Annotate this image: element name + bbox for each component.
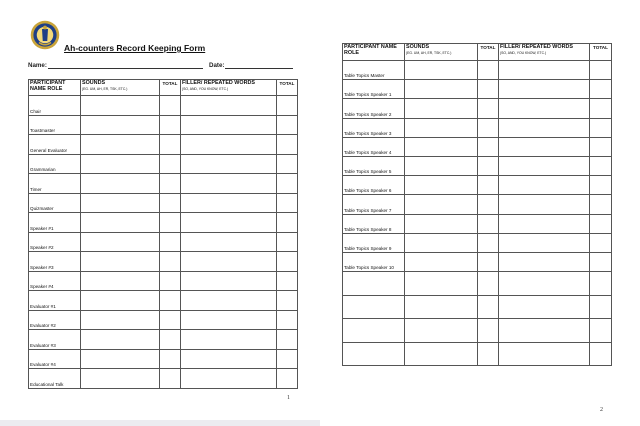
sounds-cell[interactable] [81, 310, 160, 330]
table-row [343, 295, 612, 319]
date-field [209, 62, 293, 69]
sounds-total-cell[interactable] [160, 369, 181, 389]
sounds-total-cell[interactable] [160, 310, 181, 330]
role-cell: Table Topics Speaker 8 [343, 214, 405, 233]
filler-cell[interactable] [499, 252, 590, 271]
role-cell: Table Topics Speaker 7 [343, 195, 405, 214]
sounds-total-cell[interactable] [160, 232, 181, 252]
sounds-cell[interactable] [405, 99, 478, 118]
sounds-cell[interactable] [81, 193, 160, 213]
filler-cell[interactable] [181, 213, 277, 233]
role-cell [343, 342, 405, 366]
table-row [343, 233, 612, 252]
sounds-cell[interactable] [81, 135, 160, 155]
table-row [29, 193, 298, 213]
filler-cell[interactable] [499, 295, 590, 319]
sounds-cell[interactable] [405, 214, 478, 233]
filler-cell[interactable] [181, 232, 277, 252]
sounds-total-cell[interactable] [478, 195, 499, 214]
header-sounds: SOUNDS (EG. UM, AH, ER, TSK, ETC.) [405, 44, 478, 61]
filler-total-cell[interactable] [277, 96, 298, 116]
sounds-cell[interactable] [405, 252, 478, 271]
filler-cell[interactable] [181, 369, 277, 389]
table-row [343, 118, 612, 137]
filler-cell[interactable] [181, 96, 277, 116]
filler-total-cell[interactable] [277, 213, 298, 233]
table-row [343, 272, 612, 296]
role-cell [343, 272, 405, 296]
role-cell: Table Topics Speaker 2 [343, 99, 405, 118]
role-cell: Toastmaster [29, 115, 81, 135]
filler-total-cell[interactable] [277, 115, 298, 135]
filler-total-cell[interactable] [277, 174, 298, 194]
header-participant-role: PARTICIPANT NAME ROLE [29, 80, 81, 96]
filler-total-cell[interactable] [277, 310, 298, 330]
filler-cell[interactable] [181, 310, 277, 330]
sounds-total-cell[interactable] [478, 118, 499, 137]
sounds-cell[interactable] [405, 118, 478, 137]
filler-cell[interactable] [499, 319, 590, 343]
filler-cell[interactable] [499, 137, 590, 156]
sounds-total-cell[interactable] [160, 115, 181, 135]
sounds-total-cell[interactable] [160, 135, 181, 155]
role-cell: General Evaluator [29, 135, 81, 155]
table-body [29, 96, 298, 389]
role-cell: Table Topics Speaker 9 [343, 233, 405, 252]
role-cell: Grammarian [29, 154, 81, 174]
ah-counter-table-page-2 [342, 43, 612, 366]
table-row [29, 213, 298, 233]
filler-total-cell[interactable] [590, 342, 612, 366]
table-header-row [29, 80, 298, 96]
table-row [343, 214, 612, 233]
sounds-cell[interactable] [81, 369, 160, 389]
ah-counter-table-page-1 [28, 79, 298, 389]
page-1 [0, 0, 320, 420]
sounds-cell[interactable] [405, 80, 478, 99]
header-filler: FILLER/ REPEATED WORDS (SO, AND, YOU KNOW, ETC.) [181, 80, 277, 96]
sounds-total-cell[interactable] [160, 349, 181, 369]
sounds-cell[interactable] [81, 291, 160, 311]
role-cell [343, 295, 405, 319]
filler-cell[interactable] [499, 272, 590, 296]
sounds-total-cell[interactable] [478, 252, 499, 271]
sounds-total-cell[interactable] [478, 156, 499, 175]
table-row [29, 291, 298, 311]
sounds-total-cell[interactable] [478, 272, 499, 296]
table-row [29, 96, 298, 116]
filler-total-cell[interactable] [277, 252, 298, 272]
table-row [343, 176, 612, 195]
table-row [29, 330, 298, 350]
sounds-cell[interactable] [405, 233, 478, 252]
date-label: Date: [209, 62, 225, 69]
sounds-cell[interactable] [81, 174, 160, 194]
sounds-cell[interactable] [81, 252, 160, 272]
filler-total-cell[interactable] [590, 319, 612, 343]
role-cell: Table Topics Speaker 5 [343, 156, 405, 175]
role-cell: Table Topics Speaker 6 [343, 176, 405, 195]
filler-total-cell[interactable] [277, 369, 298, 389]
sounds-cell[interactable] [81, 96, 160, 116]
role-cell: Table Topics Speaker 3 [343, 118, 405, 137]
filler-total-cell[interactable] [590, 137, 612, 156]
header-filler: FILLER/ REPEATED WORDS (SO, AND, YOU KNOW, ETC.) [499, 44, 590, 61]
role-cell: Speaker #4 [29, 271, 81, 291]
role-cell: Evaluator #1 [29, 291, 81, 311]
filler-cell[interactable] [181, 349, 277, 369]
sounds-total-cell[interactable] [478, 61, 499, 80]
filler-total-cell[interactable] [590, 195, 612, 214]
header-sounds: SOUNDS (EG. UM, AH, ER, TSK, ETC.) [81, 80, 160, 96]
table-row [343, 156, 612, 175]
sounds-total-cell[interactable] [478, 319, 499, 343]
table-row [29, 271, 298, 291]
role-cell: Evaluator #2 [29, 310, 81, 330]
sounds-cell[interactable] [81, 213, 160, 233]
role-cell: Table Topics Master [343, 61, 405, 80]
sounds-total-cell[interactable] [478, 233, 499, 252]
header-total-filler: TOTAL [277, 80, 298, 96]
table-row [343, 319, 612, 343]
filler-cell[interactable] [181, 193, 277, 213]
table-header-row [343, 44, 612, 61]
sounds-cell[interactable] [81, 115, 160, 135]
sounds-total-cell[interactable] [160, 213, 181, 233]
role-cell [343, 319, 405, 343]
filler-total-cell[interactable] [590, 61, 612, 80]
table-row [343, 342, 612, 366]
sounds-total-cell[interactable] [478, 80, 499, 99]
table-row [29, 135, 298, 155]
sounds-total-cell[interactable] [160, 291, 181, 311]
sounds-total-cell[interactable] [478, 176, 499, 195]
table-row [29, 369, 298, 389]
sounds-total-cell[interactable] [160, 193, 181, 213]
filler-total-cell[interactable] [590, 295, 612, 319]
header-total-sounds: TOTAL [478, 44, 499, 61]
filler-cell[interactable] [181, 291, 277, 311]
sounds-total-cell[interactable] [160, 330, 181, 350]
sounds-total-cell[interactable] [160, 96, 181, 116]
filler-cell[interactable] [499, 233, 590, 252]
table-row [343, 61, 612, 80]
filler-total-cell[interactable] [277, 330, 298, 350]
sounds-cell[interactable] [405, 137, 478, 156]
page-number: 2 [600, 407, 603, 413]
filler-total-cell[interactable] [590, 252, 612, 271]
filler-total-cell[interactable] [590, 156, 612, 175]
table-row [29, 232, 298, 252]
filler-total-cell[interactable] [590, 214, 612, 233]
filler-total-cell[interactable] [590, 99, 612, 118]
sounds-cell[interactable] [405, 319, 478, 343]
filler-cell[interactable] [181, 135, 277, 155]
table-row [29, 154, 298, 174]
filler-total-cell[interactable] [277, 349, 298, 369]
sounds-cell[interactable] [81, 349, 160, 369]
sounds-cell[interactable] [405, 342, 478, 366]
sounds-total-cell[interactable] [160, 174, 181, 194]
table-body [343, 61, 612, 366]
name-label: Name: [28, 62, 47, 69]
name-field [28, 62, 203, 69]
filler-total-cell[interactable] [277, 135, 298, 155]
sounds-total-cell[interactable] [160, 271, 181, 291]
form-title: Ah-counters Record Keeping Form [64, 43, 206, 53]
role-cell: Speaker #1 [29, 213, 81, 233]
table-row [29, 310, 298, 330]
role-cell: Educational Talk [29, 369, 81, 389]
filler-cell[interactable] [181, 115, 277, 135]
filler-total-cell[interactable] [277, 232, 298, 252]
role-cell: Table Topics Speaker 1 [343, 80, 405, 99]
filler-total-cell[interactable] [590, 176, 612, 195]
sounds-total-cell[interactable] [478, 342, 499, 366]
table-row [29, 174, 298, 194]
sounds-cell[interactable] [81, 271, 160, 291]
filler-total-cell[interactable] [277, 154, 298, 174]
sounds-total-cell[interactable] [478, 214, 499, 233]
table-row [29, 252, 298, 272]
page-2 [320, 0, 640, 426]
header-total-sounds: TOTAL [160, 80, 181, 96]
filler-cell[interactable] [499, 61, 590, 80]
header-participant-role: PARTICIPANT NAME ROLE [343, 44, 405, 61]
table-row [343, 99, 612, 118]
filler-cell[interactable] [499, 156, 590, 175]
sounds-total-cell[interactable] [160, 154, 181, 174]
role-cell: Table Topics Speaker 4 [343, 137, 405, 156]
table-row [29, 349, 298, 369]
sounds-total-cell[interactable] [160, 252, 181, 272]
filler-total-cell[interactable] [277, 271, 298, 291]
filler-total-cell[interactable] [590, 272, 612, 296]
filler-cell[interactable] [181, 154, 277, 174]
filler-total-cell[interactable] [277, 291, 298, 311]
filler-cell[interactable] [499, 342, 590, 366]
sounds-cell[interactable] [81, 232, 160, 252]
filler-cell[interactable] [181, 174, 277, 194]
toastmasters-emblem-icon [30, 20, 60, 50]
filler-cell[interactable] [499, 195, 590, 214]
sounds-cell[interactable] [405, 195, 478, 214]
role-cell: Speaker #3 [29, 252, 81, 272]
page-number: 1 [287, 395, 290, 401]
table-row [343, 195, 612, 214]
role-cell: Evaluator #3 [29, 330, 81, 350]
role-cell: Quizmaster [29, 193, 81, 213]
filler-total-cell[interactable] [277, 193, 298, 213]
filler-cell[interactable] [499, 80, 590, 99]
role-cell: Evaluator #4 [29, 349, 81, 369]
filler-cell[interactable] [181, 330, 277, 350]
sounds-total-cell[interactable] [478, 295, 499, 319]
header-total-filler: TOTAL [590, 44, 612, 61]
sounds-cell[interactable] [81, 330, 160, 350]
sounds-cell[interactable] [405, 176, 478, 195]
sounds-cell[interactable] [81, 154, 160, 174]
sounds-total-cell[interactable] [478, 137, 499, 156]
sounds-cell[interactable] [405, 272, 478, 296]
role-cell: Table Topics Speaker 10 [343, 252, 405, 271]
table-row [343, 252, 612, 271]
filler-total-cell[interactable] [590, 233, 612, 252]
date-line[interactable] [225, 62, 293, 69]
role-cell: Chair [29, 96, 81, 116]
table-row [343, 80, 612, 99]
filler-total-cell[interactable] [590, 118, 612, 137]
filler-cell[interactable] [499, 99, 590, 118]
name-line[interactable] [48, 62, 203, 69]
filler-cell[interactable] [181, 271, 277, 291]
sounds-cell[interactable] [405, 295, 478, 319]
sounds-total-cell[interactable] [478, 99, 499, 118]
filler-total-cell[interactable] [590, 80, 612, 99]
role-cell: Timer [29, 174, 81, 194]
filler-cell[interactable] [499, 176, 590, 195]
table-row [343, 137, 612, 156]
sounds-cell[interactable] [405, 61, 478, 80]
filler-cell[interactable] [499, 214, 590, 233]
filler-cell[interactable] [499, 118, 590, 137]
sounds-cell[interactable] [405, 156, 478, 175]
table-row [29, 115, 298, 135]
role-cell: Speaker #2 [29, 232, 81, 252]
filler-cell[interactable] [181, 252, 277, 272]
